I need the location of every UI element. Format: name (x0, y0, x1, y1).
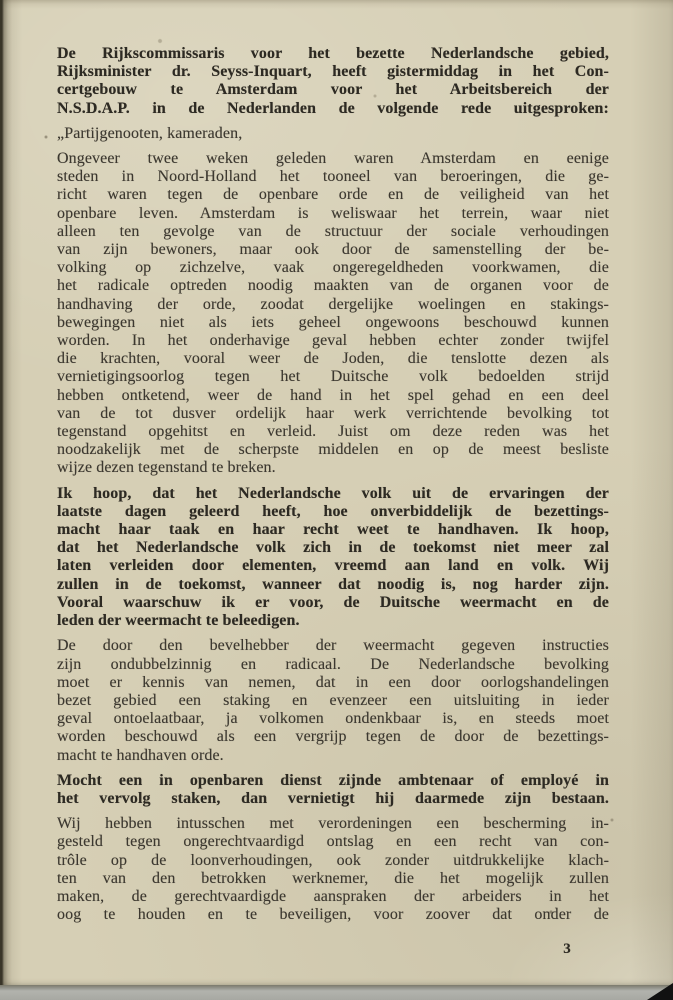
paragraph-emphasis (57, 45, 609, 118)
text-line: Ik hoop, dat het Nederlandsche volk uit de ervaringen der (57, 484, 609, 502)
text-line: van zijn bewoners, maar ook door de samenstelling der be- (57, 241, 609, 259)
scanner-bed-strip (0, 985, 673, 1000)
text-line: macht te handhaven orde. (57, 746, 224, 764)
text-line: volking op zichzelve, vaak ongeregeldheden voorkwamen, die (57, 259, 609, 277)
text-line: bewegingen niet als iets geheel ongewoons beschouwd kunnen (57, 313, 609, 331)
text-line: moet er kennis van nemen, dat in een door oorlogshandelingen (57, 673, 609, 691)
text-line: De door den bevelhebber der weermacht gegeven instructies (57, 637, 609, 655)
text-line: Ongeveer twee weken geleden waren Amsterdam en eenige (57, 150, 609, 168)
text-line: bezet gebied een staking en evenzeer een uitsluiting in ieder (57, 691, 609, 709)
text-line: die krachten, vooral weer de Joden, die tenslotte dezen als (57, 350, 609, 368)
text-line: Wij hebben intusschen met verordeningen een bescherming in- (57, 815, 609, 833)
paragraph (57, 637, 609, 764)
text-line: maken, de gerechtvaardigde aanspraken der arbeiders in het (57, 887, 609, 905)
text-line: geval ontoelaatbaar, ja volkomen ondenkbaar is, en steeds moet (57, 710, 609, 728)
text-line: ten van den betrokken werknemer, die het mogelijk zullen (57, 869, 609, 887)
paragraph-emphasis (57, 772, 609, 808)
text-line: N.S.D.A.P. in de Nederlanden de volgende rede uitgesproken: (57, 99, 609, 117)
scan-left-edge (0, 0, 12, 987)
text-line: Rijksminister dr. Seyss-Inquart, heeft gistermiddag in het Con- (57, 63, 609, 81)
text-line: leden der weermacht te beleedigen. (57, 612, 300, 630)
text-line: De Rijkscommissaris voor het bezette Nederlandsche gebied, (57, 45, 609, 62)
text-line: trôle op de loonverhoudingen, ook zonder uitdrukkelijke klach- (57, 851, 609, 869)
text-line: tegenstand opgehitst en verleid. Juist om deze reden was het (57, 423, 609, 441)
page-number: 3 (563, 941, 571, 957)
text-line: hebben ontketend, weer de hand in het spel gehad en een deel (57, 386, 609, 404)
paragraph (57, 815, 609, 924)
text-line: dat het Nederlandsche volk zich in de toekomst niet meer zal (57, 539, 609, 557)
text-line: certgebouw te Amsterdam voor het Arbeitsbereich der (57, 81, 609, 99)
text-line: handhaving der orde, zoodat dergelijke woelingen en stakings- (57, 295, 609, 313)
text-line: richt waren tegen de openbare orde en de veiligheid van het (57, 186, 609, 204)
paragraph (57, 125, 609, 143)
text-line: vernietigingsoorlog tegen het Duitsche volk bedoelden strijd (57, 368, 609, 386)
text-line: het vervolg staken, dan vernietigt hij daarmede zijn bestaan. (57, 789, 609, 807)
text-block (57, 45, 609, 931)
text-line: wijze dezen tegenstand te breken. (57, 459, 276, 477)
text-line: steden in Noord-Holland het tooneel van beroeringen, die ge- (57, 168, 609, 186)
paragraph (57, 150, 609, 478)
text-line: het radicale optreden noodig maakten van de organen voor de (57, 277, 609, 295)
text-line: noodzakelijk met de scherpste middelen en op de meest besliste (57, 441, 609, 459)
text-line: van de tot dusver ordelijk haar werk verrichtende bevolking tot (57, 404, 609, 422)
text-line: Vooral waarschuw ik er voor, de Duitsche weermacht en de (57, 593, 609, 611)
text-line: zijn ondubbelzinnig en radicaal. De Nederlandsche bevolking (57, 655, 609, 673)
paragraph-emphasis (57, 485, 609, 631)
text-line: gesteld tegen ongerechtvaardigd ontslag en een recht van con- (57, 833, 609, 851)
text-line: laten verleiden door elementen, vreemd aan land en volk. Wij (57, 557, 609, 575)
text-line: „Partijgenooten, kameraden, (57, 124, 243, 142)
text-line: Mocht een in openbaren dienst zijnde ambtenaar of employé in (57, 771, 609, 789)
text-line: zullen in de toekomst, wanneer dat noodig is, nog harder zijn. (57, 575, 609, 593)
text-line: worden. In het onderhavige geval hebben echter zonder twijfel (57, 332, 609, 350)
text-line: oog te houden en te beveiligen, voor zoover dat onder de (57, 906, 609, 924)
text-line: laatste dagen geleerd heeft, hoe onverbiddelijk de bezettings- (57, 502, 609, 520)
text-line: macht haar taak en haar recht weet te handhaven. Ik hoop, (57, 521, 609, 539)
text-line: openbare leven. Amsterdam is weliswaar het terrein, waar niet (57, 204, 609, 222)
text-line: alleen ten gevolge van de structuur der sociale verhoudingen (57, 222, 609, 240)
text-line: worden beschouwd als een vergrijp tegen de door de bezettings- (57, 728, 609, 746)
